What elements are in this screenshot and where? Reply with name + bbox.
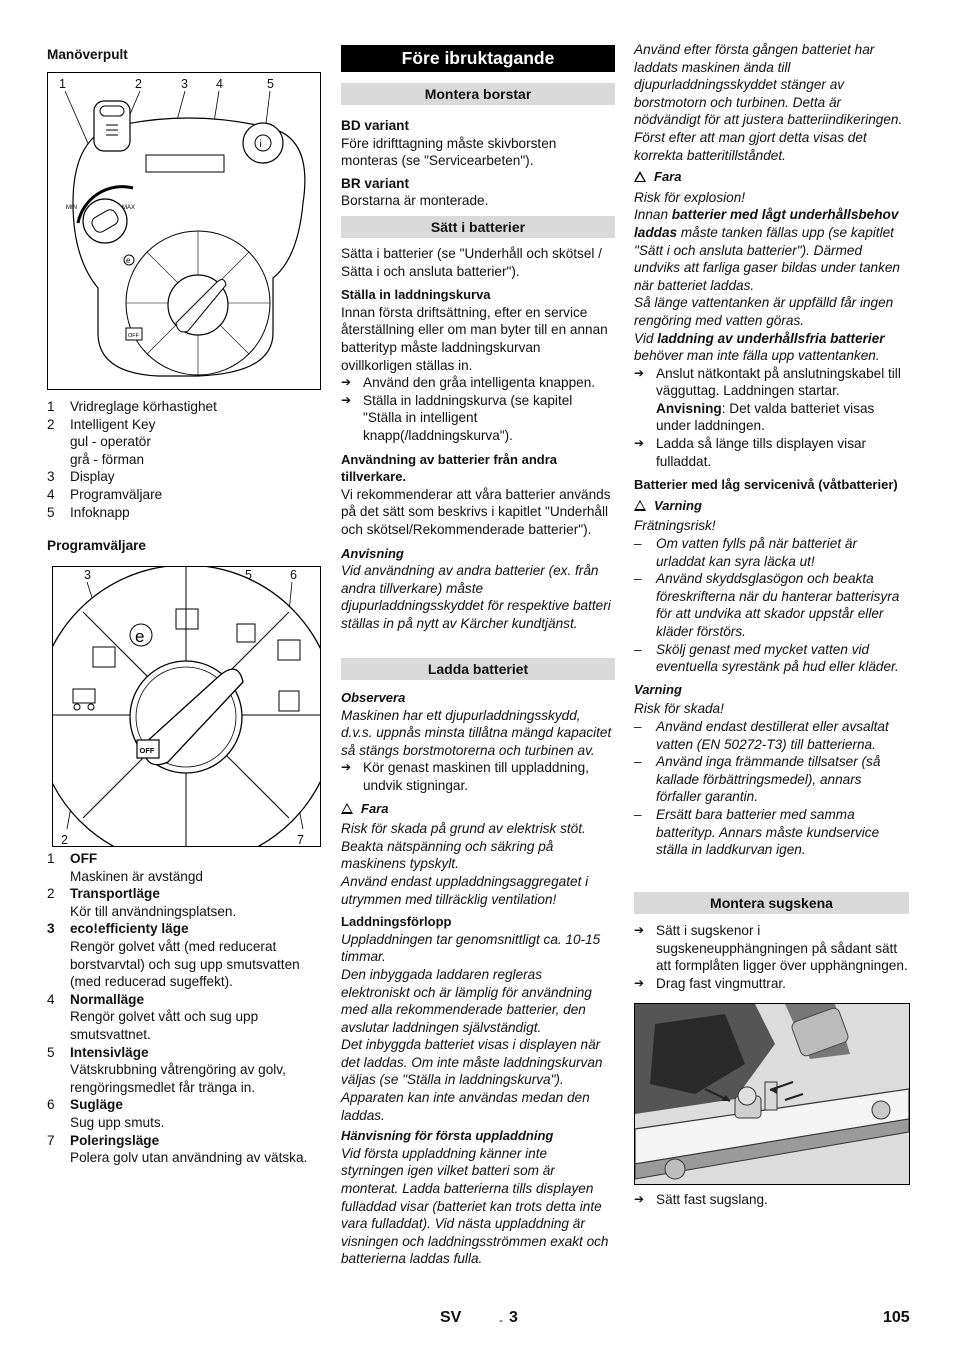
squeegee-step: ➔ Sätt i sugskenor i sugskeneupphängningen på sådant sätt att formplåten ligger över upphängningen.	[634, 922, 909, 975]
batteries-section	[341, 245, 613, 632]
section-heading-charge: Ladda batteriet	[341, 658, 615, 680]
fig-num: 2	[61, 833, 68, 847]
warning-text: Frätningsrisk!	[634, 518, 716, 534]
br-variant-text: Borstarna är monterade.	[341, 193, 489, 209]
section-heading-batteries: Sätt i batterier	[341, 216, 615, 238]
bd-variant-heading: BD variant	[341, 118, 409, 133]
fig-num: 1	[59, 77, 66, 91]
program-item: 6 Sugläge Sug upp smuts.	[47, 1097, 165, 1130]
warning-list-item: – Ersätt bara batterier med samma batterityp. Annars måste kundservice ställa in laddkurvan igen.	[634, 806, 909, 859]
danger-text: Använd endast uppladdningsaggregatet i utrymmen med tillräcklig ventilation!	[341, 873, 589, 907]
fig-num: 3	[84, 568, 91, 582]
svg-text:i: i	[259, 139, 262, 150]
squeegee-final-step	[634, 1191, 909, 1209]
squeegee-steps	[634, 922, 909, 992]
danger-text: Innan batterier med lågt underhållsbehov laddas måste tanken fällas upp (se kapitlet "Sätt i och ansluta batterier"). Därmed undviks att farliga gaser bildas under tanken när batteriet laddas.	[634, 207, 900, 293]
footer-page-number: 105	[883, 1309, 910, 1326]
charge-curve-heading: Ställa in laddningskurva	[341, 287, 491, 303]
program-item: 4 Normalläge Rengör golvet vått och sug upp smutsvattnet.	[47, 991, 259, 1042]
warning-triangle-icon	[634, 171, 646, 182]
fig-num: 7	[297, 833, 304, 847]
first-charge-text: Vid första uppladdning känner inte styrningen igen vilket batteri som är monterat. Ladda batterierna tills displayen fulladdad visar (batteriet kan trots detta inte vara fulladdat). Vid nästa uppladdning är visningen och laddningsströmmen exakt och batterierna laddas fulla.	[341, 1145, 609, 1267]
caution-heading: Observera	[341, 690, 406, 705]
bd-variant-text: Före idrifttagning måste skivborsten monteras (se "Servicearbeten").	[341, 135, 557, 169]
danger-text: Risk för skada på grund av elektrisk stöt. Beakta nätspänning och säkring på maskinens typskylt.	[341, 821, 586, 872]
legend-item: 2 Intelligent Key	[47, 416, 156, 432]
control-panel-figure	[47, 72, 321, 390]
other-batteries-text: Vi rekommenderar att våra batterier används på det sätt som beskrivs i kapitlet "Underhåll och skötsel/Rekommenderade batterier").	[341, 486, 611, 537]
fig-num: 3	[181, 77, 188, 91]
danger-text: Vid laddning av underhållsfria batterier behöver man inte fälla upp vattentanken.	[634, 330, 885, 364]
squeegee-step: ➔ Sätt fast sugslang.	[634, 1191, 909, 1209]
footer-separator: -	[499, 1313, 503, 1327]
charging-process-heading: Laddningsförlopp	[341, 914, 452, 930]
main-heading: Före ibruktagande	[341, 45, 615, 72]
first-charge-heading: Hänvisning för första uppladdning	[341, 1128, 554, 1144]
charge-step: ➔ Ladda så länge tills displayen visar fulladdat.	[634, 435, 909, 470]
squeegee-photo	[634, 1003, 910, 1185]
warning-list-item: – Använd inga främmande tillsatser (så kallade förbättringsmedel), annars förfaller garantin.	[634, 753, 909, 806]
other-batteries-heading: Användning av batterier från andra tillverkare.	[341, 451, 557, 485]
squeegee-step: ➔ Drag fast vingmuttrar.	[634, 975, 909, 993]
panel-legend	[47, 398, 321, 521]
warning-list-item: – Om vatten fylls på när batteriet är urladdat kan syra läcka ut!	[634, 535, 909, 570]
batteries-text: Sätta i batterier (se "Underhåll och skötsel / Sätta i och ansluta batterier").	[341, 246, 602, 279]
charging-process-text: Det inbyggda batteriet visas i displayen när det laddas. Om inte måste laddningskurvan väljas (se "Ställa in laddningskurva").	[341, 1037, 603, 1088]
charge-continued	[634, 41, 909, 859]
svg-text:MAX: MAX	[122, 205, 136, 211]
control-panel-drawing	[48, 73, 320, 389]
charge-curve-text: Innan första driftsättning, efter en service återställning eller om man byter till en annan batterityp måste laddningskurvan ovillkorligen ställas in.	[341, 304, 608, 373]
note-text: Vid användning av andra batterier (ex. från andra tillverkare) måste djupurladdningsskyddet för respektive batteri ställas in på nytt av Kärcher kundtjänst.	[341, 563, 611, 631]
program-item: 1 OFF Maskinen är avstängd	[47, 851, 203, 884]
program-selector-drawing	[53, 567, 320, 846]
svg-text:e: e	[135, 627, 145, 646]
fig-num: 5	[245, 568, 252, 582]
warning-heading: Varning	[634, 497, 909, 515]
charging-process-text: Apparaten kan inte användas medan den laddas.	[341, 1090, 590, 1123]
note-heading: Anvisning	[341, 545, 404, 561]
brushes-section	[341, 117, 613, 210]
warning-triangle-icon	[341, 803, 353, 814]
legend-item: 4 Programväljare	[47, 486, 163, 502]
warning-triangle-icon	[634, 500, 646, 511]
danger-heading: Fara	[634, 168, 909, 186]
program-item: 5 Intensivläge Vätskrubbning våtrengöring av golv, rengöringsmedlet får tränga in.	[47, 1044, 286, 1095]
legend-item: 3 Display	[47, 469, 115, 485]
fig-num: 4	[216, 77, 223, 91]
svg-text:OFF: OFF	[139, 746, 155, 755]
fig-num: 5	[267, 77, 274, 91]
charging-process-text: Uppladdningen tar genomsnittligt ca. 10-15 timmar.	[341, 931, 601, 965]
charge-section	[341, 689, 613, 1268]
danger-text: Så länge vattentanken är uppfälld får ingen rengöring med vatten göras.	[634, 295, 894, 328]
svg-text:e: e	[126, 256, 131, 265]
legend-item: gul - operatör	[70, 434, 151, 450]
svg-text:OFF: OFF	[128, 333, 139, 339]
program-selector-figure	[52, 566, 321, 847]
footer-local-page: 3	[509, 1309, 518, 1326]
legend-item: 1 Vridreglage körhastighet	[47, 399, 217, 414]
section-heading-brushes: Montera borstar	[341, 83, 615, 105]
warning-list-item: – Använd endast destillerat eller avsaltat vatten (EN 50272-T3) till batterierna.	[634, 718, 909, 753]
charging-process-text: Den inbyggada laddaren regleras elektroniskt och är lämplig för användning med alla rekommenderade batterier, den avslutar laddningen självständigt.	[341, 966, 592, 1035]
program-items	[47, 850, 323, 1167]
footer-language: SV	[440, 1309, 462, 1326]
charge-curve-step: ➔ Använd den gråa intelligenta knappen.	[341, 374, 613, 392]
danger-text: Risk för explosion!	[634, 189, 746, 205]
legend-item: 5 Infoknapp	[47, 504, 130, 520]
charge-step: ➔ Anslut nätkontakt på anslutningskabel till vägguttag. Laddningen startar.	[634, 365, 909, 400]
caution-text: Maskinen har ett djupurladdningsskydd, d.v.s. uppnås minsta tillåtna mängd kapacitet så stängs borstmotorerna och turbinen av.	[341, 707, 612, 758]
program-item: 3 eco!efficienty läge Rengör golvet vått (med reducerat borstvarvtal) och sug upp smutsvatten (med reducerad sugeffekt).	[47, 921, 300, 990]
intro-text: Använd efter första gången batteriet har laddats maskinen ända till djupurladdningsskyddet stänger av borstmotorn och turbinen. Detta är nödvändigt för att justera batteriindikeringen. Först efter att man gjort detta visas det korrekta batteritillståndet.	[634, 42, 903, 163]
panel-title: Manöverpult	[47, 47, 128, 62]
br-variant-heading: BR variant	[341, 175, 409, 191]
warning-heading: Varning	[634, 681, 682, 697]
program-item: 7 Poleringsläge Polera golv utan användning av vätska.	[47, 1132, 308, 1166]
section-heading-squeegee: Montera sugskena	[634, 892, 909, 914]
svg-text:MIN: MIN	[66, 205, 77, 211]
warning-list-item: – Använd skyddsglasögon och beakta föreskrifterna när du hanterar batterisyra för att undvika att skador uppstår eller kläder förstörs.	[634, 570, 909, 640]
warning-list-item: – Skölj genast med mycket vatten vid eventuella syrestänk på hud eller kläder.	[634, 641, 909, 676]
caution-step: ➔ Kör genast maskinen till uppladdning, undvik stigningar.	[341, 759, 613, 794]
program-selector-title: Programväljare	[47, 538, 146, 553]
charge-curve-step: ➔ Ställa in laddningskurva (se kapitel "Ställa in intelligent knapp(/laddningskurva").	[341, 392, 613, 445]
program-item: 2 Transportläge Kör till användningsplatsen.	[47, 886, 237, 919]
low-maintenance-heading: Batterier med låg servicenivå (våtbatterier)	[634, 477, 898, 493]
fig-num: 2	[135, 77, 142, 91]
warning-text: Risk för skada!	[634, 701, 724, 717]
fig-num: 6	[290, 568, 297, 582]
danger-heading: Fara	[341, 800, 613, 818]
legend-item: grå - förman	[70, 451, 145, 467]
squeegee-illustration	[635, 1004, 909, 1184]
charge-step-note: Anvisning: Det valda batteriet visas under laddningen.	[656, 400, 875, 434]
